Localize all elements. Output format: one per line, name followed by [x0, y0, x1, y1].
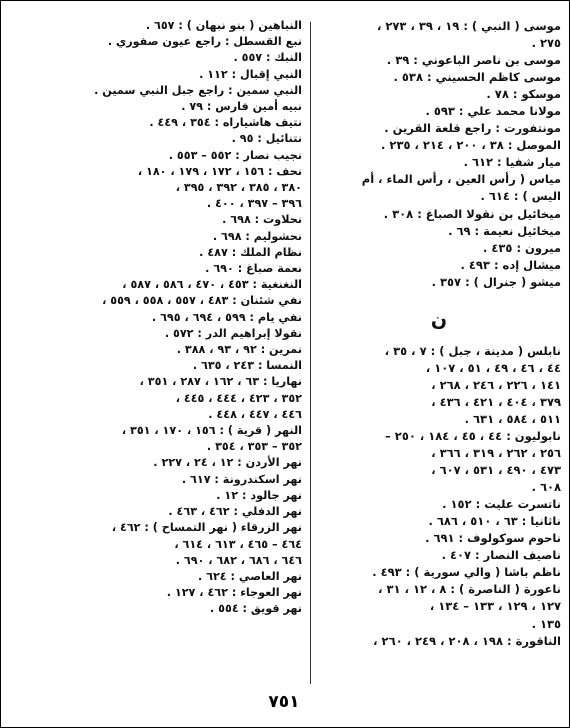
index-column-left	[8, 18, 302, 618]
index-entry-line: ٢٧٥ .	[531, 36, 561, 51]
index-entry-line: نهر الأردن : ١٢ ، ٢٤ ، ٢٢٧ .	[153, 456, 302, 470]
document-page	[8, 6, 560, 722]
index-entry-line: ٤٤٦ ، ٤٤٧ ، ٤٤٨ .	[208, 407, 302, 421]
index-entry-line: ميار شفيا : ٦١٢ .	[463, 155, 561, 170]
index-entry-line: نهر الزرقاء ( نهر التمساح ) : ٤٦٢ ،	[111, 521, 302, 535]
index-entry-line: نهاريا : ٦٣ ، ١٦٢ ، ٢٨٧ ، ٣٥١ ،	[139, 375, 302, 389]
index-entry-line: نهر العاصي : ٦٢٤ .	[197, 569, 302, 583]
index-entry-line: نهر العوجاء : ٤٦٢ ، ١٢٧ .	[166, 586, 302, 600]
index-entry-line: ميشال إده : ٤٩٣ .	[460, 257, 561, 272]
index-entry-line: النهر ( قرية ) : ١٥٦ ، ١٧٠ ، ٣٥١ ،	[121, 424, 302, 438]
index-column-right	[317, 18, 561, 650]
index-entry-line: ٢٥٦ ، ٢٦٢ ، ٣١٩ ، ٣٦٦ ،	[431, 446, 561, 461]
index-entry-line: نعمة صباغ : ٦٩٠ .	[205, 262, 302, 276]
index-entry-line: ٦٤٦ ، ٦٨٦ ، ٦٨٢ ، ٦٩٠ .	[175, 553, 302, 567]
index-entry-line: ٣٥٢ ، ٤٢٣ ، ٤٤٤ ، ٤٤٥ ،	[175, 391, 302, 405]
index-entry-line: ميشو ( جنرال ) : ٣٥٧ .	[431, 274, 561, 289]
index-entry-line: ٤٤ ، ٤٦ ، ٤٩ ، ٥١ ، ١٠٧ ،	[425, 360, 561, 375]
index-entry-line: نمرين : ٩٢ ، ٩٣ ، ٣٨٨ .	[176, 343, 302, 357]
index-entry-line: ١٣٥ .	[531, 616, 561, 631]
index-entry-line: ٣٥٢ – ٣٥٣ ، ٣٥٤ .	[206, 440, 302, 454]
index-entry-line: ٦٠٨ .	[531, 480, 561, 495]
index-entry-line: النمسا : ٢٤٣ ، ٦٣٥ .	[192, 359, 302, 373]
index-entry-line: اليس ) : ٦١٤ .	[480, 189, 561, 204]
index-entry-line: ميرون : ٤٣٥ .	[483, 240, 561, 255]
index-entry-line: ميخائيل بن نقولا الصباغ : ٣٠٨ .	[383, 206, 561, 221]
index-entry-line: مولانا محمد علي : ٥٩٣ .	[425, 104, 561, 119]
index-entry-line: مونتفورت : راجع قلعة القرين .	[384, 121, 561, 136]
index-entry-line: نحلاوت : ٦٩٨ .	[222, 213, 302, 227]
index-entry-line: ناثانيا : ٦٣ ، ٥١٠ ، ٦٨٦ .	[428, 514, 561, 529]
index-entry-line: ميخائيل نعيمة : ٦٩ .	[448, 223, 561, 238]
section-heading-letter: ن	[430, 308, 448, 331]
index-entry-line: النبك : ٥٥٧ .	[233, 51, 302, 65]
index-entry-line: ٣٨٠ ، ٣٨٥ ، ٣٩٢ ، ٣٩٥ ،	[175, 181, 302, 195]
index-entry-line: نتيف هاشياراه : ٣٥٤ ، ٤٤٩ .	[149, 116, 302, 130]
page-number: ٧٥١	[268, 692, 300, 712]
index-entry-line: ناعورة ( الناصرة ) : ٨ ، ١٢ ، ٣١ ،	[378, 582, 561, 597]
index-entry-line: ناظم باشا ( والي سورية ) : ٤٩٣ .	[372, 565, 561, 580]
index-entry-line: ١٤١ ، ٢٢٦ ، ٢٤٦ ، ٢٦٨ ،	[431, 377, 561, 392]
index-entry-line: نابوليون : ٤٤ ، ٤٥ ، ١٨٤ ، ٢٥٠ –	[385, 428, 561, 443]
index-entry-line: نبع القسطل : راجع عيون صفوري .	[107, 35, 302, 49]
index-entry-line: ٥١١ ، ٥٨٤ ، ٦٣١ .	[464, 411, 561, 426]
index-entry-line: موسى بن ناصر الباعوني : ٣٩ .	[386, 53, 561, 68]
index-entry-line: نتنائيل : ٩٥ .	[231, 132, 302, 146]
index-entry-line: ٤٦٤ – ٤٦٥ ، ٦١٣ ، ٦١٤ ،	[174, 537, 302, 551]
index-entry-line: نفي يام : ٥٩٩ ، ٦٩٤ ، ٦٩٥ .	[151, 310, 302, 324]
index-entry-line: نابلس ( مدينة ، جبل ) : ٧ ، ٣٥ ،	[384, 343, 561, 358]
index-entry-line: النغنغية : ٤٥٣ ، ٤٧٠ ، ٥٨٦ ، ٥٨٧ ،	[122, 278, 302, 292]
index-entry-line: نهر جالود : ١٢ .	[216, 488, 302, 502]
index-entry-line: نفي شئنان : ٤٨٣ ، ٥٥٧ ، ٥٥٨ ، ٥٥٩ ،	[102, 294, 302, 308]
index-entry-line: ناصيف النصار : ٤٠٧ .	[441, 548, 561, 563]
index-entry-line: ٣٩٦ – ٣٩٧ ، ٤٠٠ .	[206, 197, 302, 211]
index-entry-line: النبي سمين : راجع جبل النبي سمين .	[94, 83, 302, 97]
index-entry-line: نظام الملك : ٤٨٧ .	[199, 245, 302, 259]
index-entry-line: نقولا إبراهيم الدر : ٥٧٢ .	[164, 326, 302, 340]
index-entry-line: ناتسرت عليت : ١٥٢ .	[442, 497, 561, 512]
index-entry-line: الموصل : ٣٨ ، ٢٠٠ ، ٢١٤ ، ٢٣٥ .	[381, 138, 561, 153]
index-entry-line: موسى ( النبي ) : ١٩ ، ٣٩ ، ٢٧٣ ،	[377, 19, 561, 33]
index-entry-line: الناقورة : ١٩٨ ، ٢٠٨ ، ٢٤٩ ، ٢٦٠ ،	[373, 633, 561, 648]
index-entry-line: مياس ( رأس العين ، رأس الماء ، أم	[361, 172, 561, 187]
index-entry-line: نحف : ١٥٦ ، ١٧٢ ، ١٧٩ ، ١٨٠ ،	[137, 164, 302, 178]
index-entry-line: ١٢٧ ، ١٢٩ ، ١٣٣ – ١٣٤ ،	[429, 599, 561, 614]
index-entry-line: نهر اسكندرونة : ٦١٧ .	[181, 472, 302, 486]
index-entry-line: ناحوم سوكولوف : ٦٩١ .	[425, 531, 561, 546]
index-entry-line: النباهين ( بنو نبهان ) : ٦٥٧ .	[145, 19, 302, 32]
index-entry-line: النبي إقبال : ١١٢ .	[199, 67, 302, 81]
index-entry-line: ٤٧٣ ، ٤٩٠ ، ٥٣١ ، ٦٠٧ ،	[431, 463, 561, 478]
index-entry-line: نحشوليم : ٦٩٨ .	[212, 229, 302, 243]
index-entry-line: موسكو : ٧٨ .	[486, 87, 561, 102]
index-entry-line: نجيب نصار : ٥٥٢ – ٥٥٣ .	[168, 148, 302, 162]
index-entry-line: ٣٧٩ ، ٤٠٤ ، ٤٢١ ، ٤٣٦ ،	[431, 394, 561, 409]
index-entry-line: نهر الدفلي : ٤٦٢ ، ٤٦٣ .	[168, 505, 302, 519]
index-entry-line: نهر قويق : ٥٥٤ .	[210, 602, 302, 616]
column-divider	[310, 22, 311, 684]
index-entry-line: نبيه أمين فارس : ٧٩ .	[181, 100, 302, 114]
index-entry-line: موسى كاظم الحسيني : ٥٣٨ .	[393, 70, 561, 85]
